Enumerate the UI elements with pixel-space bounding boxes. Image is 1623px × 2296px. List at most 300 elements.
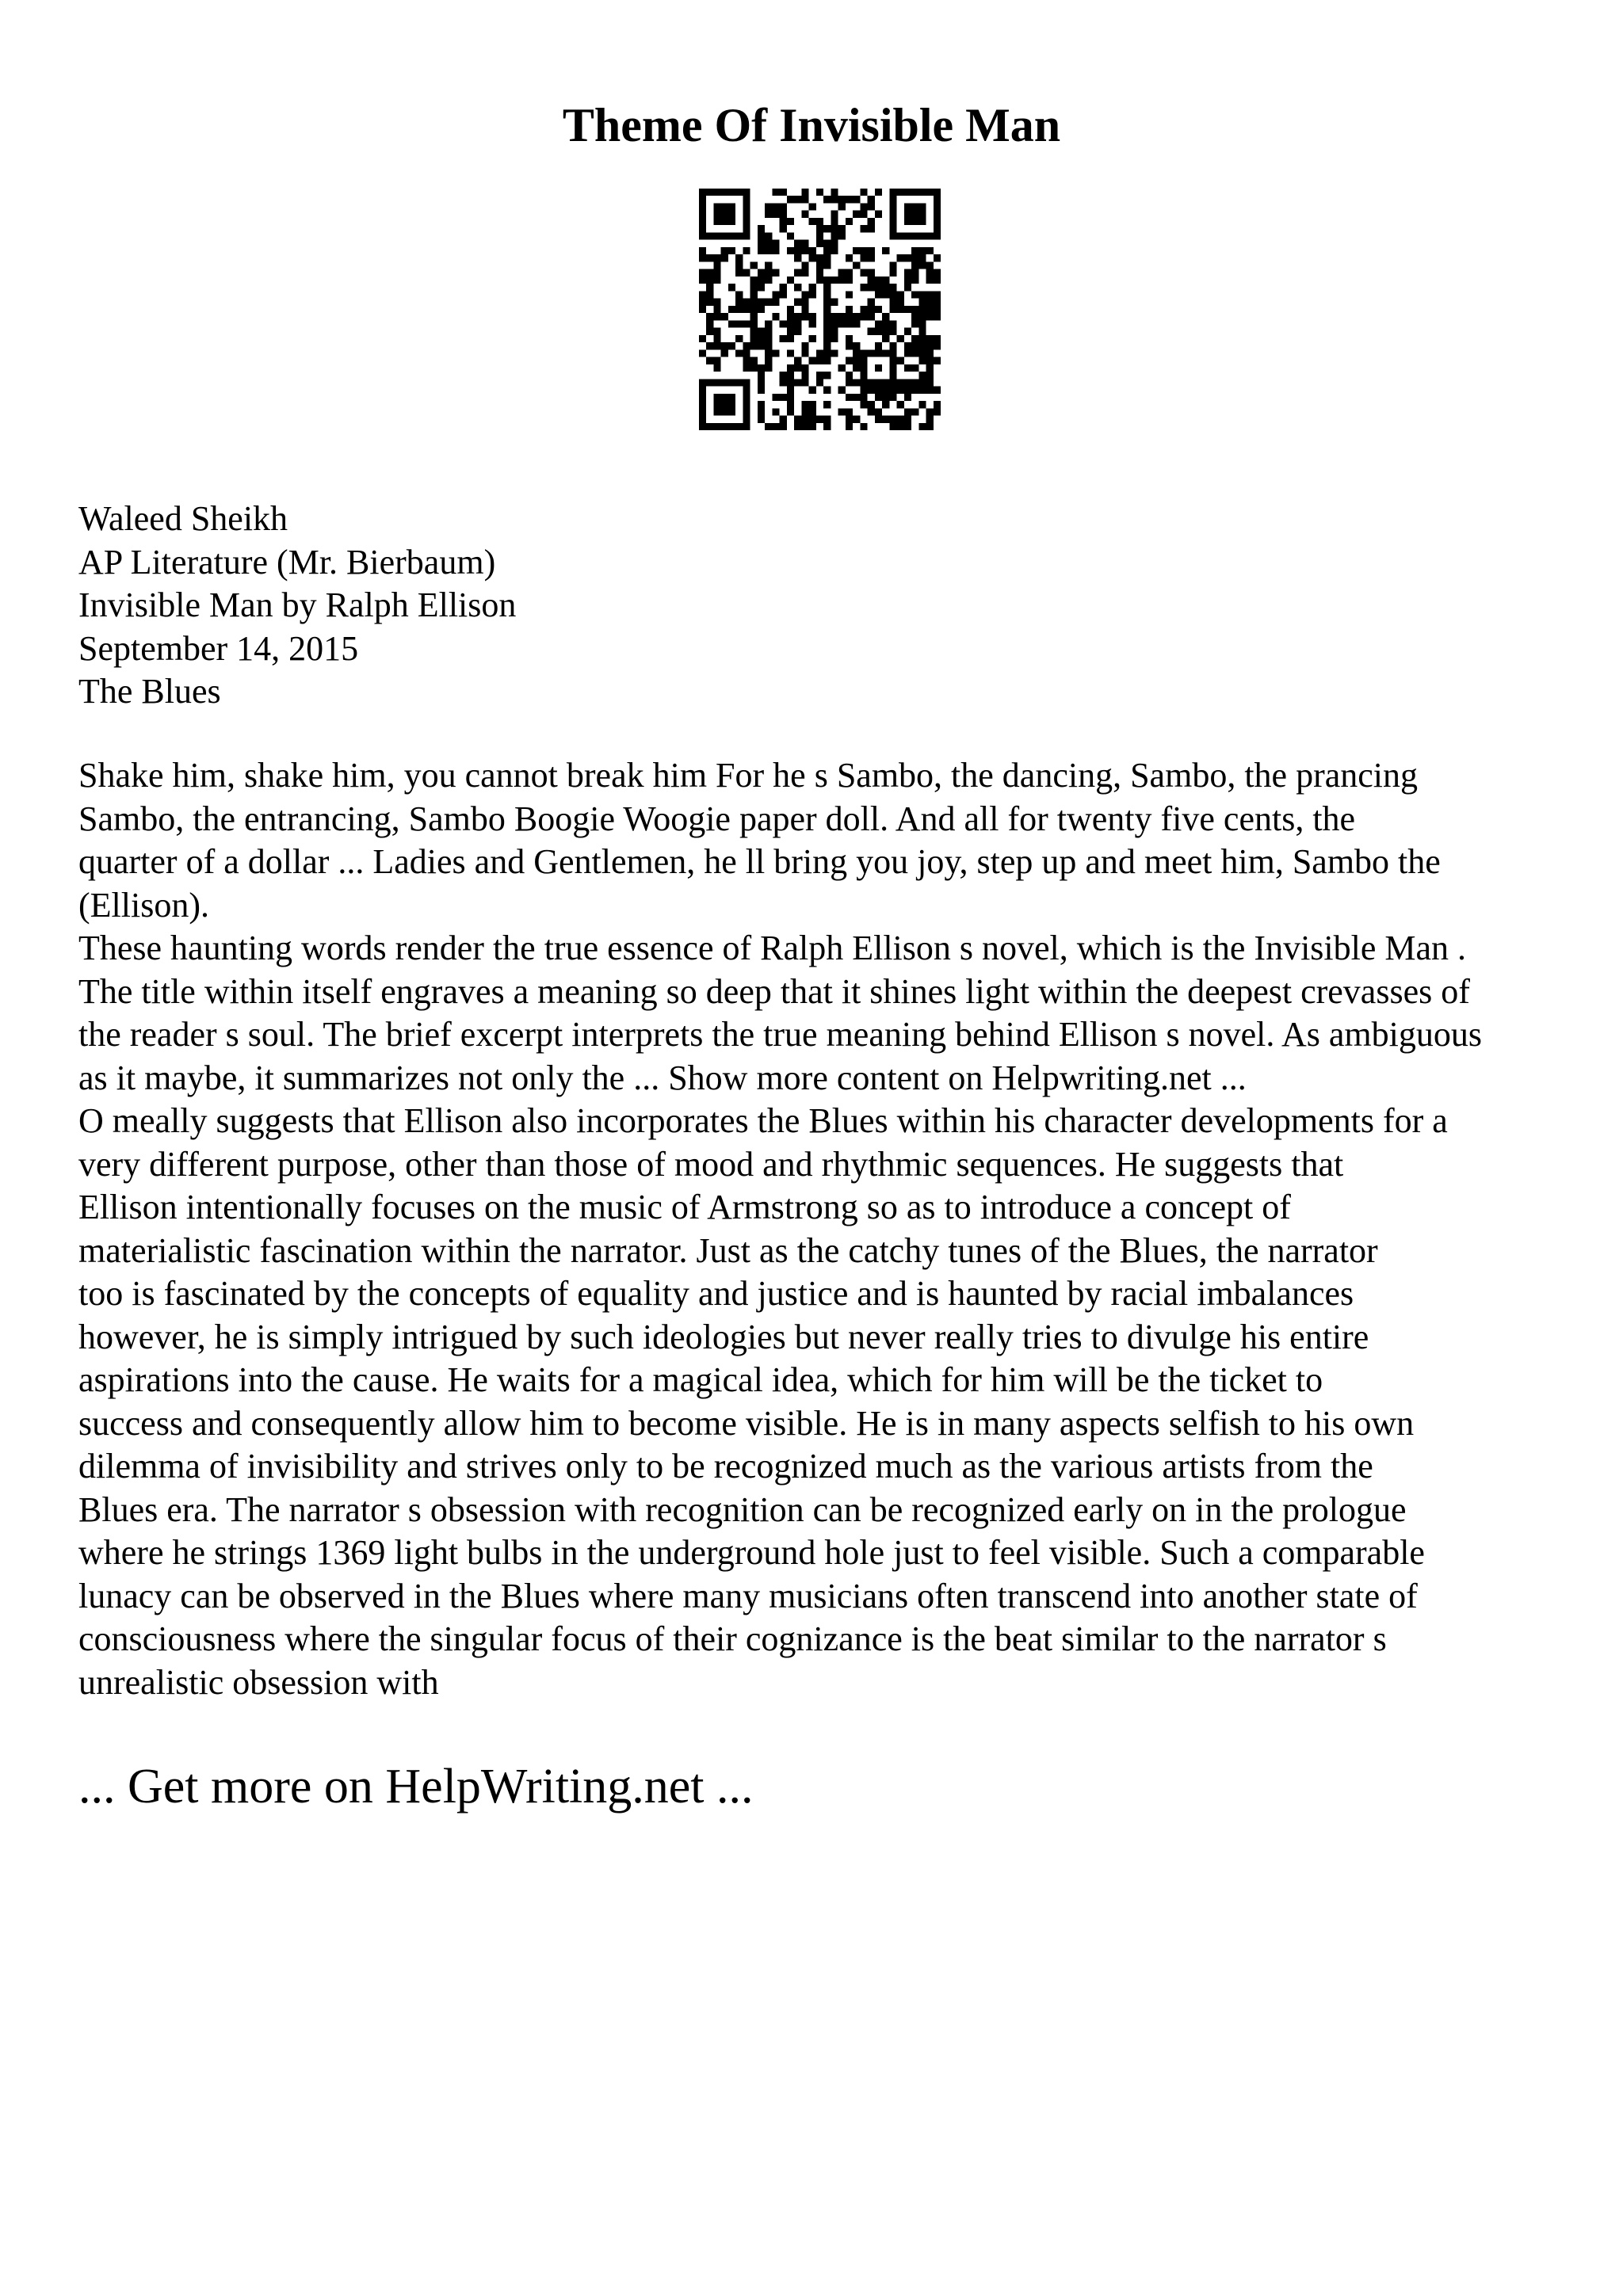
qr-module	[823, 261, 831, 269]
qr-module	[904, 211, 911, 218]
qr-module	[823, 313, 831, 320]
document-title: Theme Of Invisible Man	[562, 99, 1061, 151]
qr-module	[794, 364, 801, 372]
qr-module	[801, 189, 808, 196]
qr-module	[728, 394, 735, 401]
qr-module	[868, 306, 875, 313]
qr-module	[918, 349, 926, 357]
qr-module	[868, 277, 875, 284]
qr-module	[728, 189, 735, 196]
qr-module	[918, 203, 926, 210]
qr-module	[721, 313, 728, 320]
qr-module	[918, 335, 926, 342]
qr-module	[743, 196, 750, 203]
qr-module	[868, 203, 875, 210]
qr-module	[750, 320, 758, 327]
qr-module	[699, 423, 706, 430]
qr-module	[809, 416, 816, 423]
qr-module	[882, 313, 889, 320]
qr-module	[809, 203, 816, 210]
qr-module	[699, 291, 706, 298]
qr-module	[875, 408, 882, 415]
qr-module	[889, 196, 896, 203]
qr-module	[801, 299, 808, 306]
qr-module	[853, 247, 860, 254]
qr-module	[846, 218, 853, 225]
qr-module	[823, 306, 831, 313]
qr-module	[911, 364, 918, 372]
qr-module	[728, 423, 735, 430]
body-line: Sambo, the entrancing, Sambo Boogie Woogie paper doll. And all for twenty five cents, the	[78, 799, 1356, 838]
qr-module	[721, 211, 728, 218]
qr-module	[926, 232, 934, 239]
qr-module	[801, 240, 808, 247]
qr-module	[823, 247, 831, 254]
qr-module	[889, 218, 896, 225]
qr-module	[750, 284, 758, 291]
qr-module	[809, 423, 816, 430]
qr-module	[750, 261, 758, 269]
qr-module	[772, 189, 779, 196]
qr-module	[838, 364, 846, 372]
qr-module	[706, 320, 713, 327]
qr-module	[809, 313, 816, 320]
qr-module	[897, 401, 904, 408]
qr-module	[860, 372, 867, 379]
qr-module	[918, 320, 926, 327]
qr-module	[706, 299, 713, 306]
get-more-link[interactable]: ... Get more on HelpWriting.net ...	[78, 1760, 754, 1814]
qr-module	[713, 335, 720, 342]
qr-module	[823, 284, 831, 291]
qr-module	[735, 349, 743, 357]
qr-module	[926, 387, 934, 394]
qr-module	[904, 328, 911, 335]
qr-module	[735, 320, 743, 327]
qr-module	[758, 247, 765, 254]
qr-module	[926, 372, 934, 379]
qr-module	[794, 240, 801, 247]
qr-module	[846, 408, 853, 415]
qr-module	[765, 342, 772, 349]
qr-module	[816, 232, 823, 239]
qr-module	[904, 277, 911, 284]
qr-module	[926, 291, 934, 298]
qr-module	[911, 349, 918, 357]
qr-module	[787, 349, 794, 357]
qr-module	[728, 211, 735, 218]
qr-module	[934, 342, 941, 349]
qr-module	[846, 320, 853, 327]
qr-module	[765, 364, 772, 372]
qr-module	[758, 379, 765, 386]
qr-module	[860, 349, 867, 357]
qr-module	[772, 394, 779, 401]
qr-module	[765, 299, 772, 306]
body-line: unrealistic obsession with	[78, 1662, 439, 1702]
qr-module	[889, 284, 896, 291]
qr-module	[699, 254, 706, 261]
qr-module	[838, 225, 846, 232]
qr-module	[904, 189, 911, 196]
qr-module	[706, 313, 713, 320]
qr-module	[918, 254, 926, 261]
qr-module	[758, 372, 765, 379]
qr-module	[699, 203, 706, 210]
qr-module	[816, 254, 823, 261]
qr-module	[801, 379, 808, 386]
qr-module	[758, 401, 765, 408]
body-line: aspirations into the cause. He waits for a magical idea, which for him will be the ticket to	[78, 1360, 1323, 1399]
qr-module	[918, 342, 926, 349]
qr-module	[868, 269, 875, 277]
qr-module	[926, 277, 934, 284]
qr-module	[934, 203, 941, 210]
qr-module	[897, 232, 904, 239]
qr-module	[816, 225, 823, 232]
qr-module	[699, 349, 706, 357]
qr-module	[721, 254, 728, 261]
qr-module	[758, 299, 765, 306]
essay-body	[78, 754, 1568, 1704]
qr-module	[735, 232, 743, 239]
document-header	[78, 498, 1545, 714]
qr-module	[706, 328, 713, 335]
qr-module	[882, 320, 889, 327]
qr-module	[911, 218, 918, 225]
qr-module	[868, 284, 875, 291]
qr-module	[765, 211, 772, 218]
qr-module	[918, 328, 926, 335]
qr-module	[911, 408, 918, 415]
qr-module	[721, 394, 728, 401]
qr-module	[926, 364, 934, 372]
body-line: the reader s soul. The brief excerpt interprets the true meaning behind Ellison s novel. As ambiguous	[78, 1015, 1482, 1054]
qr-module	[831, 328, 838, 335]
qr-module	[765, 277, 772, 284]
qr-module	[713, 277, 720, 284]
qr-module	[911, 387, 918, 394]
qr-module	[780, 211, 787, 218]
qr-module	[787, 313, 794, 320]
qr-module	[904, 203, 911, 210]
qr-module	[911, 211, 918, 218]
qr-module	[721, 247, 728, 254]
qr-module	[823, 225, 831, 232]
qr-module	[743, 379, 750, 386]
qr-module	[853, 349, 860, 357]
qr-module	[743, 387, 750, 394]
topic-line: The Blues	[78, 672, 221, 711]
qr-module	[889, 261, 896, 269]
qr-module	[721, 342, 728, 349]
qr-module	[904, 394, 911, 401]
qr-module	[728, 379, 735, 386]
qr-module	[765, 349, 772, 357]
qr-module	[868, 349, 875, 357]
qr-module	[853, 379, 860, 386]
qr-module	[816, 261, 823, 269]
qr-module	[934, 277, 941, 284]
qr-module	[816, 349, 823, 357]
qr-module	[699, 225, 706, 232]
qr-module	[743, 269, 750, 277]
qr-module	[911, 342, 918, 349]
qr-module	[897, 379, 904, 386]
qr-module	[780, 379, 787, 386]
qr-module	[846, 372, 853, 379]
qr-module	[831, 349, 838, 357]
qr-module	[713, 211, 720, 218]
qr-module	[765, 203, 772, 210]
qr-module	[868, 401, 875, 408]
qr-module	[816, 416, 823, 423]
qr-module	[735, 423, 743, 430]
qr-module	[735, 189, 743, 196]
qr-module	[713, 232, 720, 239]
qr-module	[706, 232, 713, 239]
qr-module	[794, 313, 801, 320]
qr-module	[758, 335, 765, 342]
qr-module	[743, 232, 750, 239]
qr-module	[801, 408, 808, 415]
qr-module	[794, 284, 801, 291]
qr-module	[743, 189, 750, 196]
qr-module	[713, 394, 720, 401]
qr-module	[765, 232, 772, 239]
qr-module	[758, 364, 765, 372]
qr-module	[838, 320, 846, 327]
qr-module	[889, 232, 896, 239]
qr-module	[772, 269, 779, 277]
qr-module	[728, 401, 735, 408]
qr-module	[772, 299, 779, 306]
qr-module	[875, 291, 882, 298]
qr-module	[860, 203, 867, 210]
qr-module	[860, 211, 867, 218]
qr-module	[897, 335, 904, 342]
qr-module	[860, 394, 867, 401]
qr-module	[934, 401, 941, 408]
qr-module	[868, 379, 875, 386]
qr-module	[735, 299, 743, 306]
qr-module	[787, 387, 794, 394]
qr-module	[787, 328, 794, 335]
qr-module	[780, 291, 787, 298]
qr-module	[853, 394, 860, 401]
qr-module	[831, 240, 838, 247]
qr-module	[897, 306, 904, 313]
qr-module	[772, 408, 779, 415]
qr-module	[860, 313, 867, 320]
qr-module	[926, 423, 934, 430]
qr-module	[706, 277, 713, 284]
qr-module	[699, 232, 706, 239]
qr-module	[765, 247, 772, 254]
qr-module	[846, 394, 853, 401]
qr-module	[801, 423, 808, 430]
qr-module	[706, 379, 713, 386]
qr-module	[758, 387, 765, 394]
qr-module	[823, 240, 831, 247]
qr-module	[809, 320, 816, 327]
qr-module	[699, 189, 706, 196]
qr-module	[911, 189, 918, 196]
body-line: Ellison intentionally focuses on the music of Armstrong so as to introduce a concept of	[78, 1188, 1291, 1226]
qr-module	[743, 357, 750, 364]
qr-module	[699, 394, 706, 401]
qr-module	[750, 291, 758, 298]
qr-module	[882, 401, 889, 408]
qr-module	[868, 225, 875, 232]
qr-module	[743, 247, 750, 254]
qr-module	[758, 342, 765, 349]
qr-module	[889, 320, 896, 327]
qr-module	[743, 218, 750, 225]
body-line: O meally suggests that Ellison also incorporates the Blues within his character developments for a	[78, 1101, 1448, 1140]
qr-module	[743, 401, 750, 408]
qr-module	[823, 254, 831, 261]
qr-module	[794, 299, 801, 306]
qr-module	[897, 291, 904, 298]
qr-module	[882, 335, 889, 342]
qr-module	[706, 342, 713, 349]
qr-module	[699, 269, 706, 277]
qr-module	[911, 313, 918, 320]
qr-module	[934, 306, 941, 313]
qr-module	[794, 269, 801, 277]
qr-module	[728, 247, 735, 254]
qr-module	[809, 291, 816, 298]
qr-module	[904, 379, 911, 386]
qr-module	[904, 284, 911, 291]
qr-module	[846, 291, 853, 298]
qr-module	[926, 247, 934, 254]
qr-module	[911, 232, 918, 239]
qr-module	[735, 306, 743, 313]
qr-module	[875, 211, 882, 218]
qr-module	[853, 342, 860, 349]
qr-module	[860, 379, 867, 386]
qr-module	[889, 299, 896, 306]
qr-module	[926, 342, 934, 349]
qr-module	[758, 284, 765, 291]
qr-module	[801, 416, 808, 423]
qr-module	[926, 189, 934, 196]
qr-module	[706, 189, 713, 196]
body-line: consciousness where the singular focus of their cognizance is the beat similar to the narrator s	[78, 1619, 1387, 1658]
qr-module	[699, 306, 706, 313]
qr-module	[918, 387, 926, 394]
qr-module	[868, 328, 875, 335]
qr-module	[831, 218, 838, 225]
body-line: too is fascinated by the concepts of equality and justice and is haunted by racial imbalances	[78, 1274, 1354, 1313]
qr-module	[758, 240, 765, 247]
qr-module	[735, 291, 743, 298]
body-line: as it maybe, it summarizes not only the ... Show more content on Helpwriting.net ...	[78, 1058, 1247, 1097]
qr-module	[750, 364, 758, 372]
qr-module	[875, 394, 882, 401]
qr-module	[794, 196, 801, 203]
qr-module	[838, 196, 846, 203]
qr-module	[823, 423, 831, 430]
qr-module	[875, 277, 882, 284]
qr-module	[699, 277, 706, 284]
qr-module	[838, 269, 846, 277]
qr-module	[831, 225, 838, 232]
qr-module	[758, 408, 765, 415]
qr-module	[743, 299, 750, 306]
qr-module	[735, 261, 743, 269]
qr-module	[713, 423, 720, 430]
qr-module	[750, 342, 758, 349]
qr-module	[897, 299, 904, 306]
qr-module	[846, 306, 853, 313]
qr-module	[838, 408, 846, 415]
qr-module	[743, 211, 750, 218]
qr-module	[735, 269, 743, 277]
qr-module	[713, 218, 720, 225]
qr-module	[801, 342, 808, 349]
qr-module	[853, 357, 860, 364]
qr-module	[934, 218, 941, 225]
qr-module	[882, 291, 889, 298]
qr-module	[853, 364, 860, 372]
qr-module	[846, 269, 853, 277]
qr-module	[875, 379, 882, 386]
qr-module	[735, 254, 743, 261]
qr-module	[846, 313, 853, 320]
qr-module	[889, 342, 896, 349]
qr-module	[889, 357, 896, 364]
qr-module	[889, 328, 896, 335]
qr-module	[713, 313, 720, 320]
qr-module	[699, 401, 706, 408]
qr-module	[860, 387, 867, 394]
body-line: where he strings 1369 light bulbs in the underground hole just to feel visible. Such a comparable	[78, 1533, 1425, 1572]
qr-module	[750, 277, 758, 284]
qr-module	[897, 387, 904, 394]
qr-module	[787, 218, 794, 225]
qr-module	[911, 320, 918, 327]
qr-module	[823, 416, 831, 423]
qr-module	[801, 291, 808, 298]
qr-module	[904, 364, 911, 372]
qr-module	[853, 416, 860, 423]
qr-module	[918, 291, 926, 298]
qr-module	[934, 196, 941, 203]
qr-module	[846, 196, 853, 203]
qr-module	[918, 189, 926, 196]
qr-module	[911, 379, 918, 386]
qr-module	[875, 328, 882, 335]
qr-module	[743, 408, 750, 415]
qr-module	[926, 313, 934, 320]
qr-module	[772, 211, 779, 218]
book-line: Invisible Man by Ralph Ellison	[78, 585, 517, 624]
qr-module	[853, 313, 860, 320]
qr-module	[765, 261, 772, 269]
body-line: These haunting words render the true essence of Ralph Ellison s novel, which is the Invisible Man .	[78, 929, 1467, 967]
qr-module	[809, 335, 816, 342]
qr-module	[926, 299, 934, 306]
qr-module	[831, 277, 838, 284]
qr-module	[875, 284, 882, 291]
qr-module	[875, 189, 882, 196]
qr-module	[809, 284, 816, 291]
qr-module	[934, 299, 941, 306]
qr-module	[897, 254, 904, 261]
